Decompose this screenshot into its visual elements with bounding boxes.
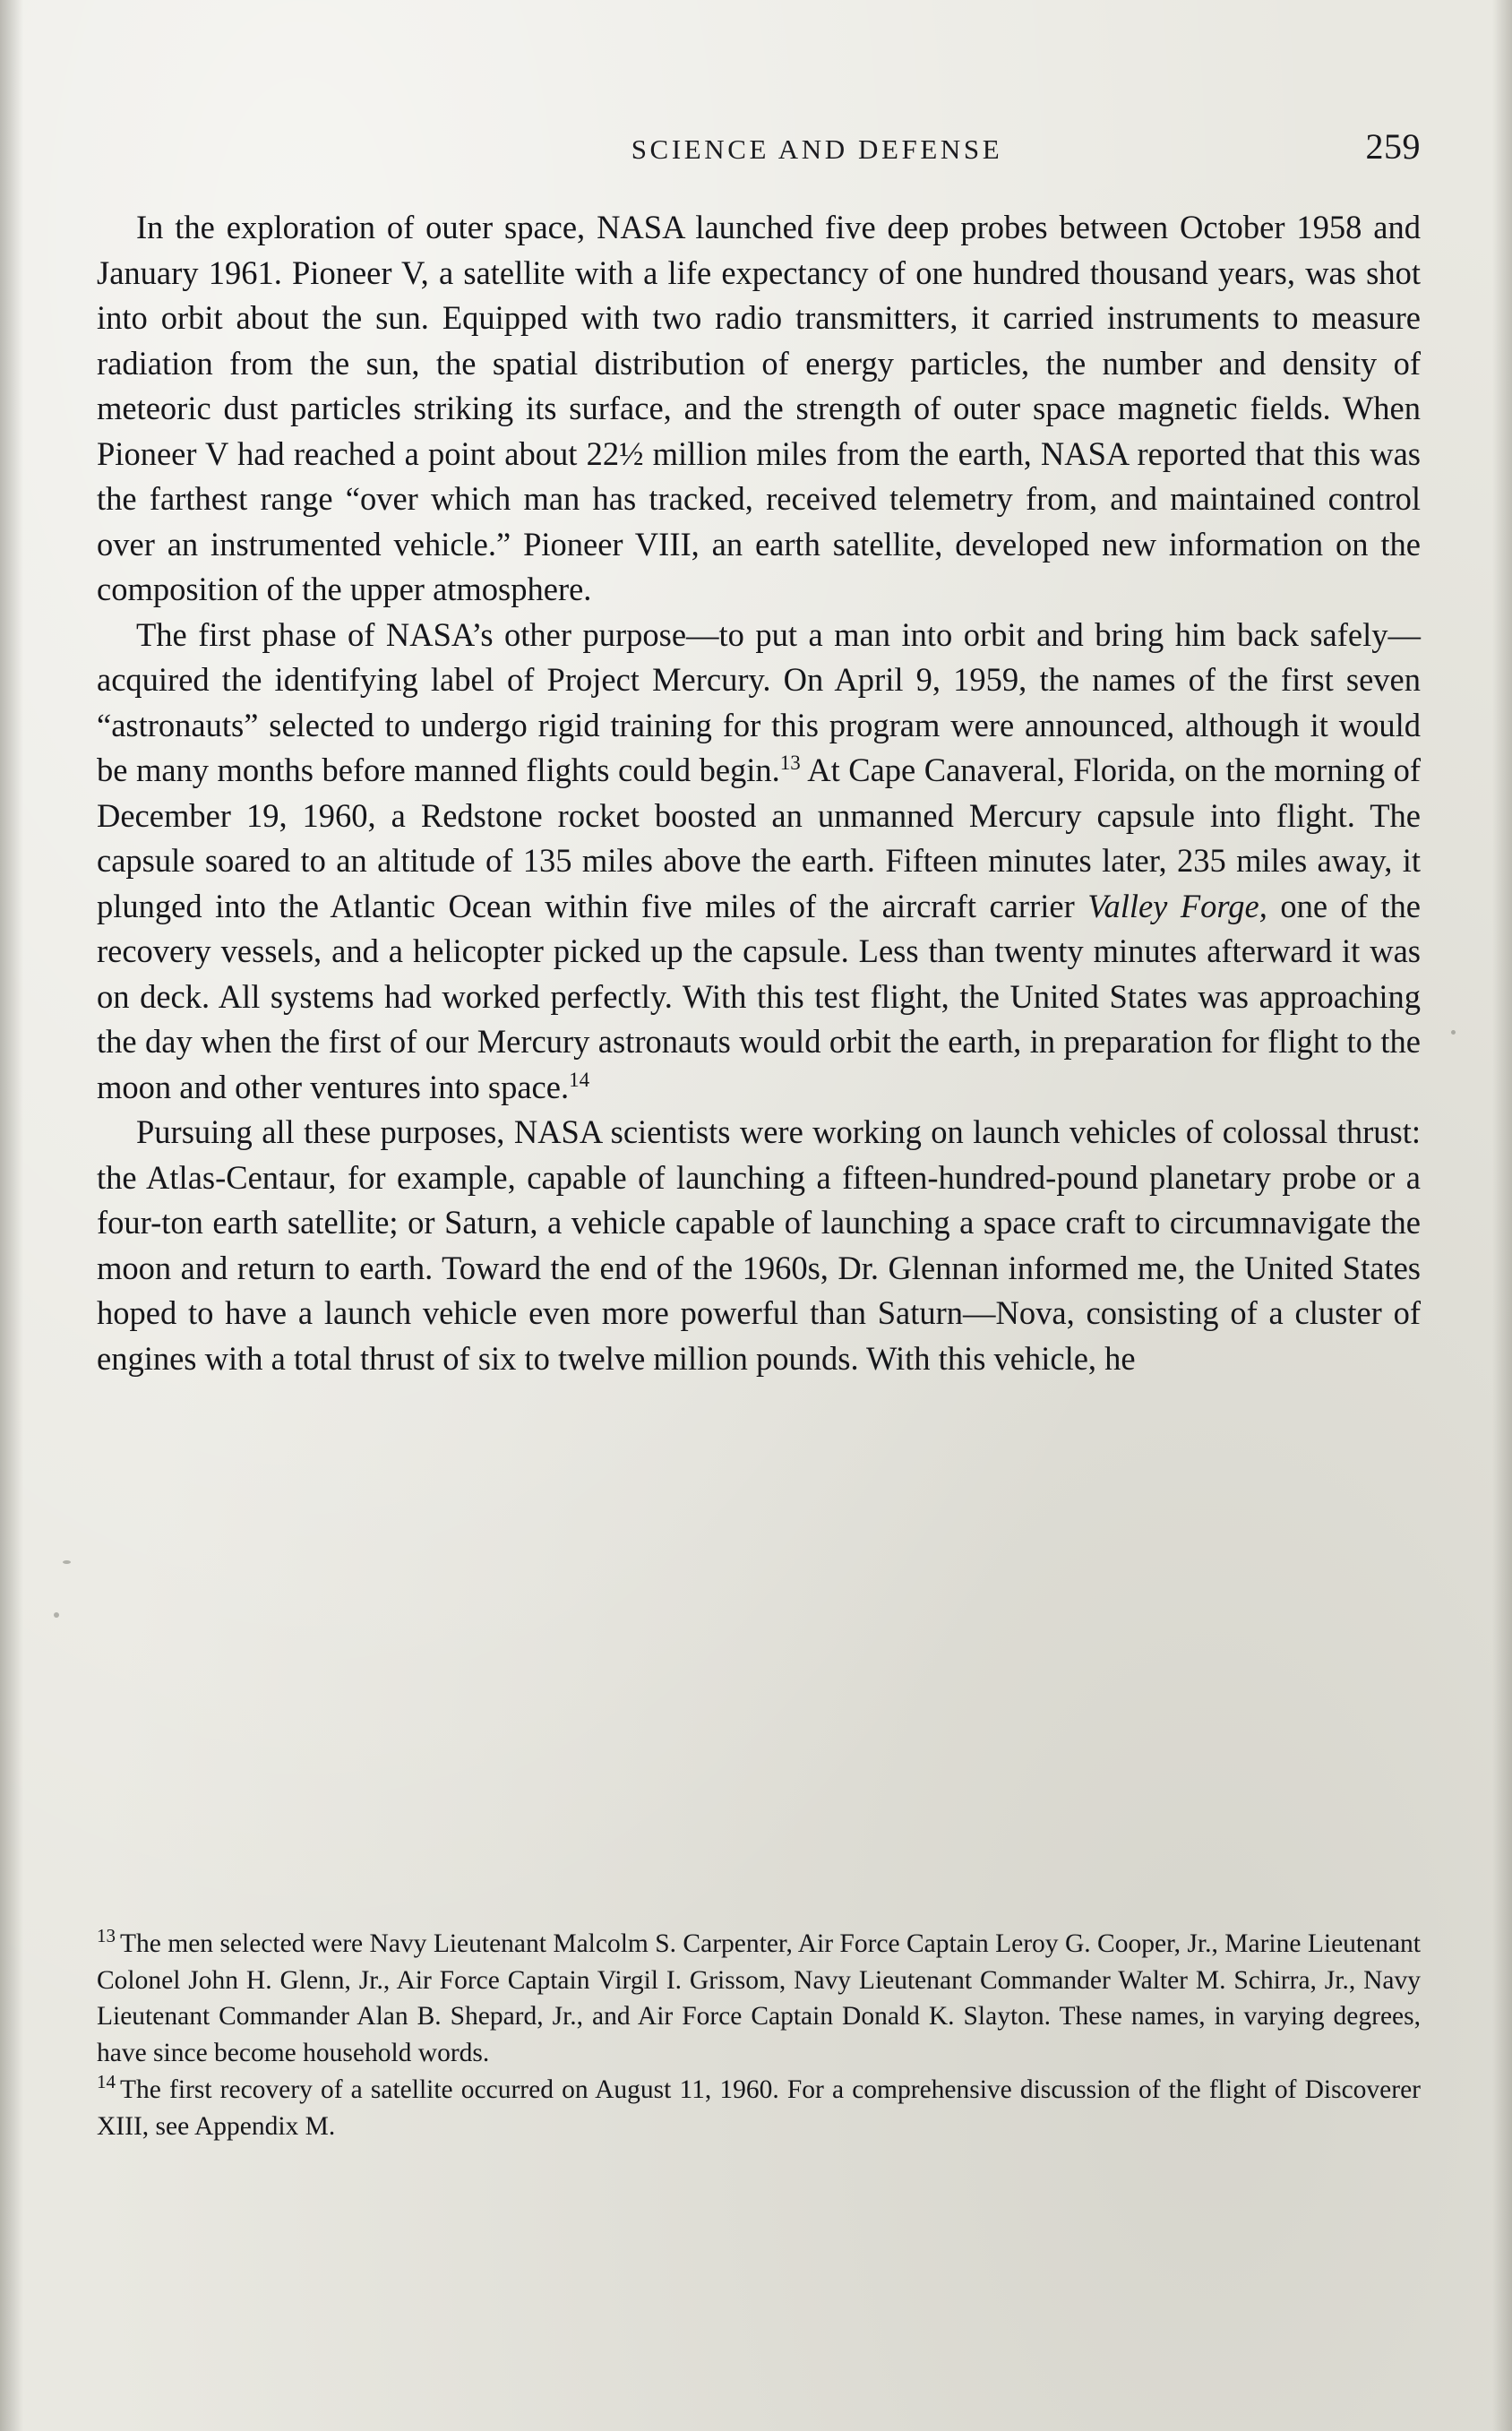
page-edge-shadow-left bbox=[0, 0, 23, 2431]
paragraph-3-text: Pursuing all these purposes, NASA scientists were working on launch vehicles of colossal thrust: the Atlas-Centaur, for example, capable of launching a fifteen-hundred-pound planetary probe or a four-ton earth satellite; or Saturn, a vehicle capable of launching a space craft to circumnavigate the moon and return to earth. Toward the end of the 1960s, Dr. Glennan informed me, the United States hoped to have a launch vehicle even more powerful than Saturn—Nova, consisting of a cluster of engines with a total thrust of six to twelve million pounds. With this vehicle, he bbox=[97, 1113, 1421, 1377]
footnote-14 bbox=[97, 2072, 1421, 2144]
footnote-13 bbox=[97, 1926, 1421, 2071]
footnote-reference-14[interactable]: 14 bbox=[569, 1068, 590, 1091]
footnote-reference-13[interactable]: 13 bbox=[779, 751, 801, 774]
paragraph-1 bbox=[97, 205, 1421, 613]
paragraph-2-text-part-2: At Cape Canaveral, Florida, on the morning of December 19, 1960, a Redstone rocket boosted an unmanned Mercury capsule into flight. The capsule soared to an altitude of 135 miles above the earth. Fifteen minutes later, 235 miles away, it plunged into the Atlantic Ocean within five miles of the aircraft carrier bbox=[97, 752, 1421, 924]
footnote-13-text: The men selected were Navy Lieutenant Malcolm S. Carpenter, Air Force Captain Leroy G. Cooper, Jr., Marine Lieutenant Colonel John H. Glenn, Jr., Air Force Captain Virgil I. Grissom, Navy Lieutenant Commander Walter M. Schirra, Jr., Navy Lieutenant Commander Alan B. Shepard, Jr., and Air Force Captain Donald K. Slayton. These names, in varying degrees, have since become household words. bbox=[97, 1929, 1421, 2067]
paragraph-1-text: In the exploration of outer space, NASA launched five deep probes between October 1958 and January 1961. Pioneer V, a satellite with a life expectancy of one hundred thousand years, was shot into orbit about the sun. Equipped with two radio transmitters, it carried instruments to measure radiation from the sun, the spatial distribution of energy particles, the number and density of meteoric dust particles striking its surface, and the strength of outer space magnetic fields. When Pioneer V had reached a point about 22½ million miles from the earth, NASA reported that this was the farthest range “over which man has tracked, received telemetry from, and maintained control over an instrumented vehicle.” Pioneer VIII, an earth satellite, developed new information on the composition of the upper atmosphere. bbox=[97, 209, 1421, 607]
footnote-marker-13: 13 bbox=[97, 1925, 116, 1947]
paragraph-3 bbox=[97, 1110, 1421, 1381]
footnote-marker-14: 14 bbox=[97, 2071, 116, 2093]
page-content bbox=[97, 125, 1421, 1381]
paragraph-2-text-part-1: The first phase of NASA’s other purpose—to put a man into orbit and bring him back safely—acquired the identifying label of Project Mercury. On April 9, 1959, the names of the first seven “astronauts” selected to undergo rigid training for this program were announced, although it would be many months before manned flights could begin. bbox=[97, 615, 1421, 788]
footnote-14-text: The first recovery of a satellite occurred on August 11, 1960. For a comprehensive discussion of the flight of Discoverer XIII, see Appendix M. bbox=[97, 2075, 1421, 2141]
footnotes-section bbox=[97, 1926, 1421, 2144]
paper-speck bbox=[1451, 1030, 1456, 1035]
running-head-title: SCIENCE AND DEFENSE bbox=[631, 133, 1003, 165]
paper-speck bbox=[63, 1560, 71, 1564]
page-edge-shadow-right bbox=[1492, 0, 1512, 2431]
paragraph-2-text-part-3: one of the recovery vessels, and a helicopter picked up the capsule. Less than twenty minutes afterward it was on deck. All systems had worked perfectly. With this test flight, the United States was approaching the day when the first of our Mercury astronauts would orbit the earth, in preparation for flight to the moon and other ventures into space. bbox=[97, 887, 1421, 1105]
paper-speck bbox=[54, 1612, 59, 1618]
running-head bbox=[97, 125, 1421, 168]
page-number: 259 bbox=[1365, 126, 1421, 167]
ship-name-italic: Valley Forge, bbox=[1087, 887, 1267, 924]
paragraph-2 bbox=[97, 613, 1421, 1111]
